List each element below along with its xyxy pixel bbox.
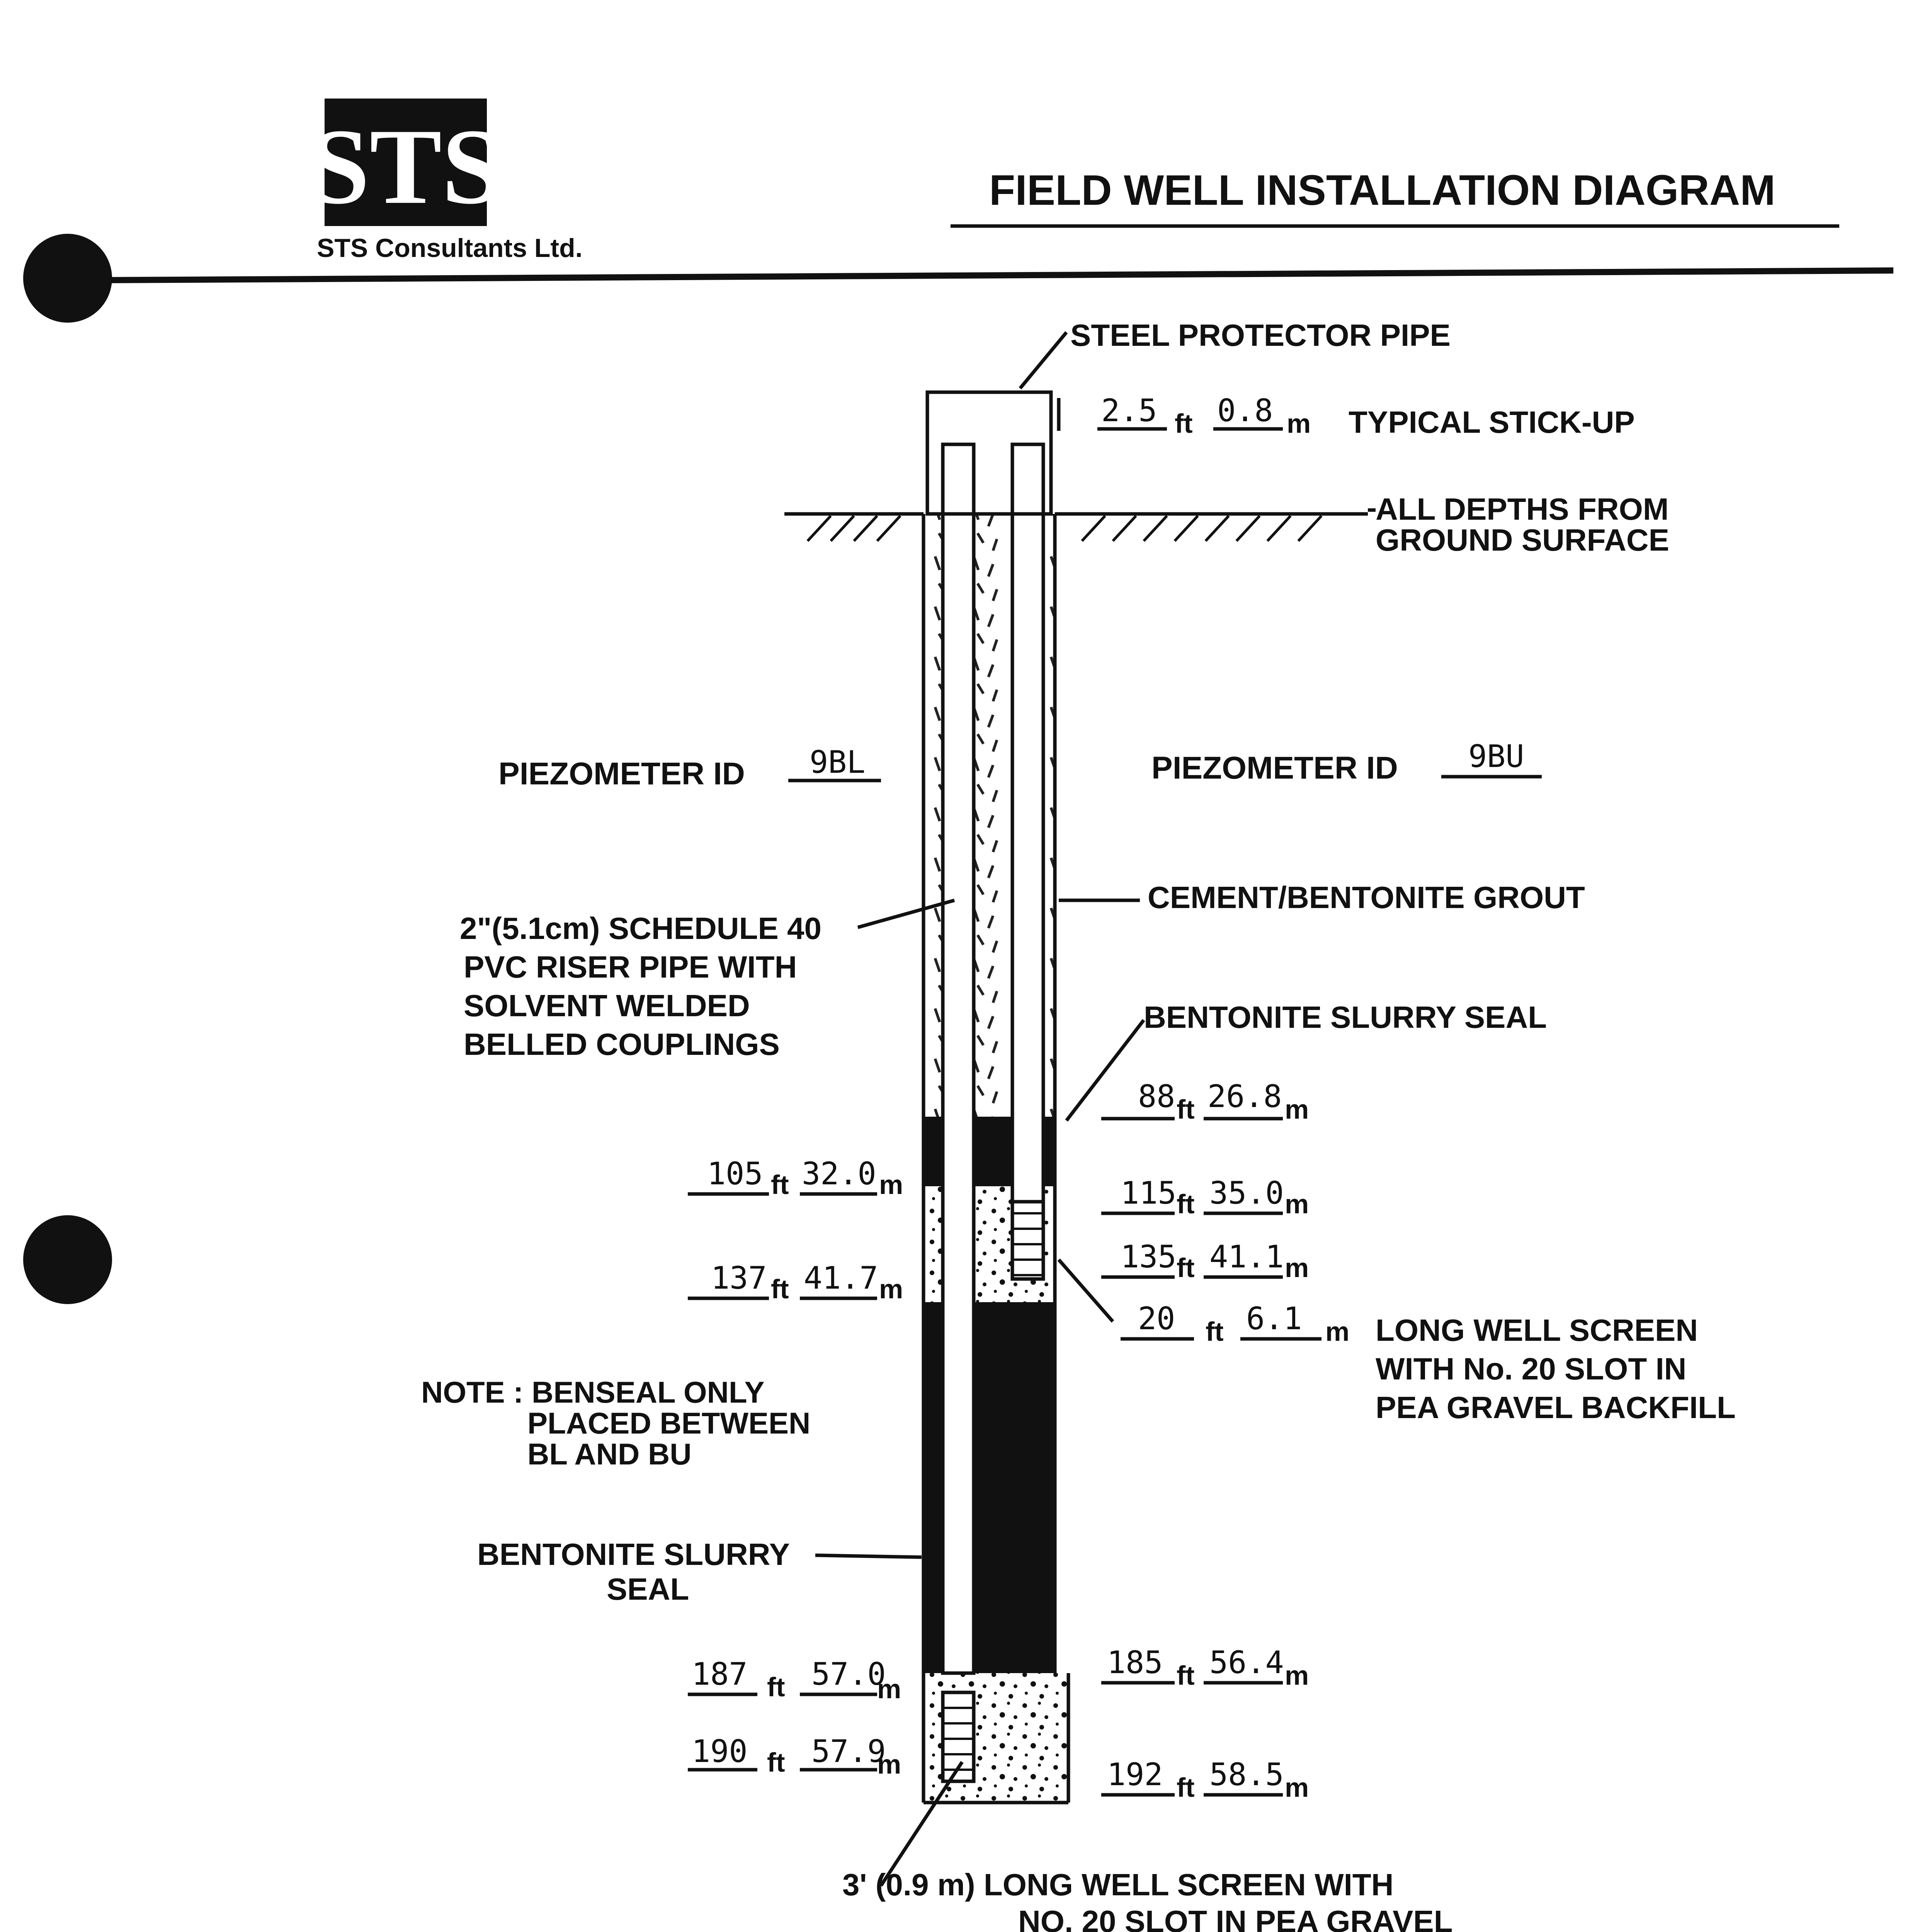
svg-text:105: 105 — [707, 1156, 763, 1192]
svg-text:ft: ft — [771, 1274, 789, 1304]
label-grout: CEMENT/BENTONITE GROUT — [1148, 880, 1585, 915]
svg-text:2"(5.1cm) SCHEDULE 40: 2"(5.1cm) SCHEDULE 40 — [460, 911, 822, 946]
label-ground-line2: GROUND SURFACE — [1376, 523, 1670, 557]
svg-text:SEAL: SEAL — [607, 1572, 689, 1606]
page-title: FIELD WELL INSTALLATION DIAGRAM — [989, 167, 1776, 214]
label-steel-protector-pipe: STEEL PROTECTOR PIPE — [1070, 318, 1451, 352]
svg-text:BELLED COUPLINGS: BELLED COUPLINGS — [464, 1027, 780, 1061]
svg-text:SOLVENT WELDED: SOLVENT WELDED — [464, 988, 750, 1023]
binder-hole-middle — [23, 1215, 112, 1304]
binder-hole-top — [23, 234, 112, 323]
svg-text:57.0: 57.0 — [811, 1656, 886, 1692]
depth-135 — [1101, 1239, 1309, 1283]
svg-text:32.0: 32.0 — [802, 1156, 876, 1192]
stickup-text: TYPICAL STICK-UP — [1349, 405, 1635, 439]
svg-text:m: m — [879, 1274, 903, 1304]
leader-screen-upper — [1059, 1260, 1113, 1321]
label-screen-lower — [842, 1867, 1453, 1932]
label-riser-pipe — [460, 911, 821, 1061]
svg-text:135: 135 — [1121, 1239, 1177, 1275]
svg-text:NOTE : BENSEAL ONLY: NOTE : BENSEAL ONLY — [421, 1375, 765, 1409]
label-ground-line1: ALL DEPTHS FROM — [1376, 492, 1669, 526]
svg-text:m: m — [1285, 1094, 1309, 1124]
svg-text:3' (0.9 m) LONG WELL SCREEN WI: 3' (0.9 m) LONG WELL SCREEN WITH — [842, 1867, 1394, 1902]
svg-text:57.9: 57.9 — [811, 1733, 886, 1769]
depth-88 — [1101, 1078, 1309, 1124]
depth-190 — [688, 1733, 901, 1779]
leader-protector — [1020, 332, 1066, 388]
bu-riser-pipe — [1012, 444, 1043, 1202]
svg-text:35.0: 35.0 — [1209, 1175, 1284, 1211]
screen-upper-m: 6.1 — [1246, 1301, 1302, 1337]
svg-text:m: m — [1325, 1316, 1350, 1347]
svg-text:115: 115 — [1121, 1175, 1177, 1211]
leader-slurry-top — [1066, 1020, 1144, 1121]
svg-text:WITH No. 20 SLOT IN: WITH No. 20 SLOT IN — [1376, 1352, 1687, 1386]
label-screen-upper — [1121, 1301, 1736, 1425]
svg-text:NO. 20 SLOT IN PEA GRAVEL: NO. 20 SLOT IN PEA GRAVEL — [1018, 1904, 1453, 1932]
svg-text:m: m — [877, 1749, 901, 1779]
svg-text:ft: ft — [1177, 1094, 1195, 1124]
svg-text:ft: ft — [1177, 1772, 1195, 1803]
svg-text:BENTONITE SLURRY: BENTONITE SLURRY — [477, 1537, 790, 1571]
depth-192 — [1101, 1757, 1309, 1803]
binder-holes — [23, 234, 112, 1932]
svg-text:26.8: 26.8 — [1208, 1078, 1282, 1114]
header-rule — [104, 270, 1893, 280]
svg-text:ft: ft — [771, 1170, 789, 1200]
svg-text:41.7: 41.7 — [804, 1260, 878, 1296]
svg-text:m: m — [877, 1674, 901, 1704]
svg-text:LONG WELL SCREEN: LONG WELL SCREEN — [1376, 1313, 1698, 1347]
svg-text:ft: ft — [1177, 1660, 1195, 1690]
label-stickup — [1097, 393, 1635, 439]
label-slurry-left — [477, 1537, 790, 1606]
ground-hatch — [808, 516, 1321, 541]
leader-slurry-left — [815, 1555, 922, 1557]
leader-screen-lower — [881, 1762, 962, 1886]
svg-text:192: 192 — [1107, 1757, 1163, 1793]
svg-text:187: 187 — [692, 1656, 748, 1692]
stickup-m-unit: m — [1287, 408, 1311, 439]
piezo-bu-value: 9BU — [1468, 738, 1524, 774]
svg-text:ft: ft — [1177, 1189, 1195, 1219]
label-piezometer-bu — [1151, 738, 1542, 786]
bu-well-screen — [1012, 1202, 1043, 1279]
svg-text:56.4: 56.4 — [1209, 1645, 1284, 1680]
svg-text:137: 137 — [711, 1260, 767, 1296]
depth-187 — [688, 1656, 901, 1704]
svg-text:ft: ft — [767, 1672, 785, 1702]
stickup-ft-value: 2.5 — [1101, 393, 1157, 429]
svg-text:m: m — [1285, 1189, 1309, 1219]
depth-105 — [688, 1156, 903, 1200]
depth-115 — [1101, 1175, 1309, 1219]
stickup-m-value: 0.8 — [1217, 393, 1273, 429]
sts-logo — [310, 99, 502, 226]
piezo-bu-label: PIEZOMETER ID — [1151, 750, 1398, 786]
screen-upper-ft: 20 — [1138, 1301, 1175, 1337]
svg-text:m: m — [879, 1170, 903, 1200]
svg-text:m: m — [1285, 1253, 1309, 1283]
svg-text:ft: ft — [767, 1747, 785, 1777]
svg-text:ft: ft — [1177, 1253, 1195, 1283]
svg-text:PLACED BETWEEN: PLACED BETWEEN — [527, 1406, 811, 1440]
depth-137 — [688, 1260, 903, 1304]
svg-text:58.5: 58.5 — [1209, 1757, 1284, 1793]
piezo-bl-value: 9BL — [810, 744, 866, 780]
stickup-ft-unit: ft — [1175, 408, 1193, 439]
svg-text:BL AND BU: BL AND BU — [527, 1437, 692, 1471]
svg-text:185: 185 — [1107, 1645, 1163, 1680]
label-piezometer-bl — [498, 744, 881, 791]
svg-text:PVC RISER PIPE WITH: PVC RISER PIPE WITH — [464, 950, 797, 984]
svg-text:88: 88 — [1138, 1078, 1175, 1114]
svg-text:PEA GRAVEL BACKFILL: PEA GRAVEL BACKFILL — [1376, 1390, 1736, 1425]
svg-text:41.1: 41.1 — [1209, 1239, 1284, 1275]
label-note — [421, 1375, 810, 1471]
label-slurry-top: BENTONITE SLURRY SEAL — [1144, 1000, 1547, 1034]
svg-text:m: m — [1285, 1660, 1309, 1690]
logo-letters: STS — [309, 106, 502, 226]
svg-text:m: m — [1285, 1772, 1309, 1803]
svg-text:ft: ft — [1206, 1316, 1224, 1347]
piezo-bl-label: PIEZOMETER ID — [498, 756, 745, 791]
bl-riser-pipe — [943, 444, 974, 1673]
depth-185 — [1101, 1645, 1309, 1690]
svg-text:190: 190 — [692, 1733, 748, 1769]
company-name: STS Consultants Ltd. — [317, 233, 583, 263]
